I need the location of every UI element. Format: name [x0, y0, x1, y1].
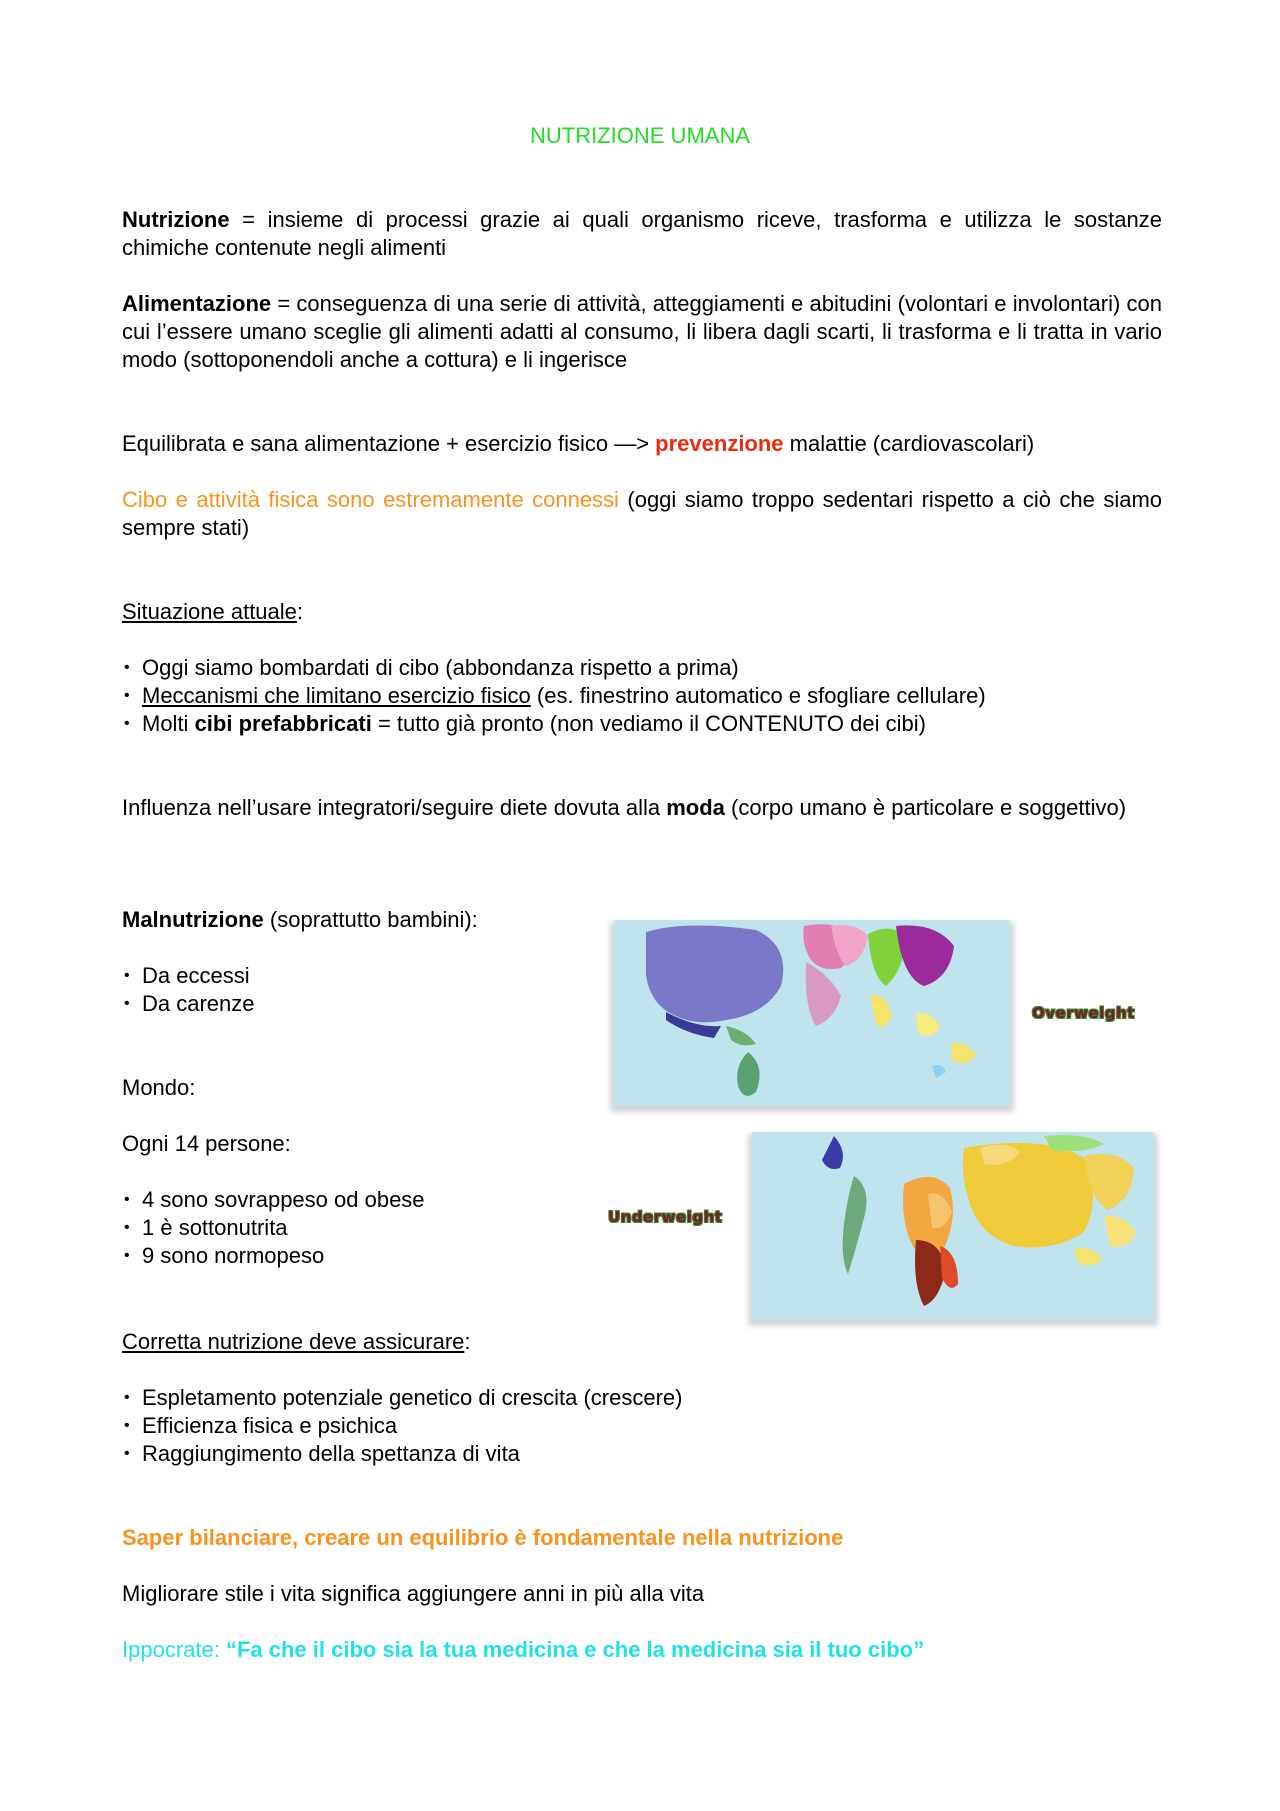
cibo-post: (oggi siamo troppo sedentari rispetto a ciò che siamo sempre stati) — [122, 487, 1163, 540]
malnutrizione-term: Malnutrizione — [122, 907, 264, 932]
nutrizione-term: Nutrizione — [122, 207, 230, 232]
cibo-highlight: Cibo e attività fisica sono estremamente connessi — [122, 487, 619, 512]
situazione-item-2-underlined: Meccanismi che limitano esercizio fisico — [142, 683, 531, 708]
list-item — [122, 710, 1162, 738]
underweight-label: Underweight — [608, 1208, 723, 1226]
equilibrata-line — [122, 430, 1162, 458]
situazione-heading-text: Situazione attuale — [122, 599, 297, 624]
corretta-item-2: Efficienza fisica e psichica — [142, 1413, 398, 1438]
corretta-list — [122, 1384, 1162, 1468]
malnutrizione-heading — [122, 906, 562, 934]
ippocrate-quote: “Fa che il cibo sia la tua medicina e che la medicina sia il tuo cibo” — [225, 1637, 925, 1662]
list-item — [122, 1242, 562, 1270]
overweight-label: Overweight — [1032, 1004, 1135, 1022]
equilibrata-pre: Equilibrata e sana alimentazione + esercizio fisico —> — [122, 431, 656, 456]
nutrizione-definition — [122, 206, 1162, 262]
corretta-colon: : — [464, 1329, 471, 1354]
ippocrate-pre: Ippocrate: — [122, 1637, 226, 1662]
stats-list — [122, 1186, 562, 1270]
influenza-line — [122, 794, 1162, 822]
list-item — [122, 1186, 562, 1214]
list-item — [122, 1214, 562, 1242]
situazione-item-3-post: = tutto già pronto (non vediamo il CONTENUTO dei cibi) — [371, 711, 926, 736]
influenza-post: (corpo umano è particolare e soggettivo) — [724, 795, 1127, 820]
influenza-pre: Influenza nell’usare integratori/seguire diete dovuta alla — [122, 795, 667, 820]
list-item — [122, 1384, 1162, 1412]
overweight-map — [606, 916, 1018, 1116]
equilibrata-post: malattie (cardiovascolari) — [783, 431, 1035, 456]
situazione-item-3-pre: Molti — [142, 711, 195, 736]
list-item — [122, 682, 1162, 710]
corretta-heading-text: Corretta nutrizione deve assicurare — [122, 1329, 465, 1354]
malnutrizione-item-1: Da eccessi — [142, 963, 250, 988]
situazione-item-3-bold: cibi prefabbricati — [194, 711, 372, 736]
situazione-colon: : — [296, 599, 304, 624]
list-item — [122, 1440, 1162, 1468]
cibo-line — [122, 486, 1162, 542]
alimentazione-text: = conseguenza di una serie di attività, atteggiamenti e abitudini (volontari e involontari) con cui l’essere umano sceglie gli alimenti adatti al consumo, li libera dagli scarti, li trasforma e li tratta in vario modo (sottoponendoli anche a cottura) e li ingerisce — [122, 291, 1162, 372]
alimentazione-term: Alimentazione — [122, 291, 272, 316]
situazione-list — [122, 654, 1162, 738]
underweight-map-image — [744, 1128, 1162, 1330]
situazione-heading — [122, 598, 1162, 626]
underweight-map — [744, 1128, 1162, 1330]
ippocrate-line — [122, 1636, 1162, 1664]
corretta-item-1: Espletamento potenziale genetico di crescita (crescere) — [142, 1385, 683, 1410]
list-item — [122, 654, 1162, 682]
stats-item-1: 4 sono sovrappeso od obese — [142, 1187, 425, 1212]
stats-item-3: 9 sono normopeso — [142, 1243, 325, 1268]
situazione-item-2-post: (es. finestrino automatico e sfogliare cellulare) — [530, 683, 986, 708]
list-item — [122, 1412, 1162, 1440]
nutrizione-text: = insieme di processi grazie ai quali organismo riceve, trasforma e utilizza le sostanze chimiche contenute negli alimenti — [122, 207, 1162, 260]
malnutrizione-list — [122, 962, 562, 1018]
list-item — [122, 962, 562, 990]
malnutrizione-item-2: Da carenze — [142, 991, 255, 1016]
overweight-map-image — [606, 916, 1018, 1116]
page-title: NUTRIZIONE UMANA — [530, 123, 750, 148]
malnutrizione-post: (soprattutto bambini): — [263, 907, 478, 932]
ogni-label: Ogni 14 persone: — [122, 1131, 291, 1156]
alimentazione-definition — [122, 290, 1162, 374]
corretta-heading — [122, 1328, 1162, 1356]
list-item — [122, 990, 562, 1018]
migliorare-line: Migliorare stile i vita significa aggiungere anni in più alla vita — [122, 1581, 705, 1606]
mondo-label: Mondo: — [122, 1075, 196, 1100]
corretta-item-3: Raggiungimento della spettanza di vita — [142, 1441, 520, 1466]
saper-line: Saper bilanciare, creare un equilibrio è fondamentale nella nutrizione — [122, 1525, 844, 1550]
influenza-bold: moda — [666, 795, 725, 820]
situazione-item-1: Oggi siamo bombardati di cibo (abbondanza rispetto a prima) — [142, 655, 739, 680]
stats-item-2: 1 è sottonutrita — [142, 1215, 288, 1240]
prevenzione-highlight: prevenzione — [655, 431, 784, 456]
